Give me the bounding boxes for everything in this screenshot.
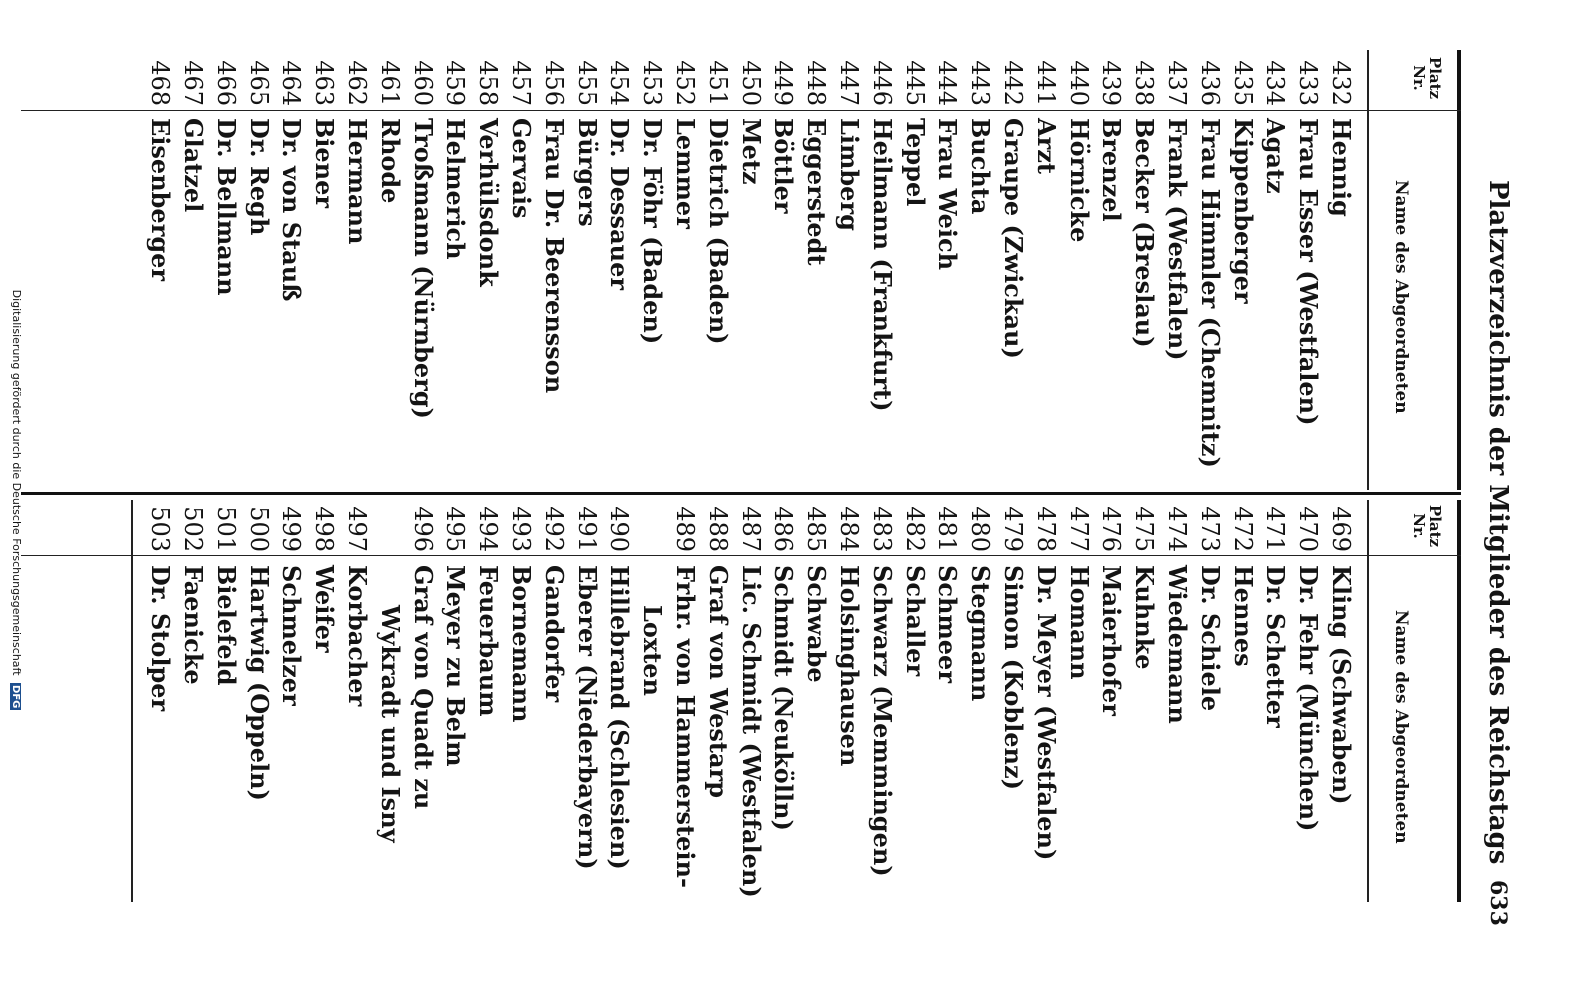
right-seat-number: 488 (703, 506, 732, 552)
left-seat-number: 459 (441, 60, 470, 106)
right-member-name: Gandorfer (539, 565, 569, 703)
left-member-name: Limberg (835, 118, 865, 231)
right-member-name: Schwabe (802, 565, 832, 683)
right-member-name: Feuerbaum (474, 565, 504, 717)
left-member-name: Dr. Regh (244, 118, 274, 236)
left-member-name: Frank (Westfalen) (1163, 118, 1193, 361)
left-seat-number: 466 (211, 60, 240, 106)
left-member-name: Becker (Breslau) (1130, 118, 1160, 348)
right-seat-number: 501 (211, 506, 240, 552)
right-seat-number: 495 (441, 506, 470, 552)
right-member-name: Dr. Stolper (146, 565, 176, 712)
left-seat-number: 434 (1261, 60, 1290, 106)
left-member-name: Hörnicke (1064, 118, 1094, 243)
right-seat-number: 503 (146, 506, 175, 552)
right-seat-number: 492 (539, 506, 568, 552)
left-seat-number: 439 (1097, 60, 1126, 106)
footer-credit-text: Digitalisierung gefördert durch die Deutsche Forschungsgemeinschaft (10, 289, 23, 676)
left-member-name: Hermann (343, 118, 373, 245)
left-seat-number: 446 (867, 60, 896, 106)
right-seat-number: 480 (966, 506, 995, 552)
left-member-name: Kippenberger (1228, 118, 1258, 304)
right-seat-number: 494 (474, 506, 503, 552)
left-seat-number: 443 (966, 60, 995, 106)
left-member-name: Frau Weich (933, 118, 963, 271)
right-seat-number: 481 (933, 506, 962, 552)
right-seat-number: 474 (1163, 506, 1192, 552)
left-seat-number: 436 (1195, 60, 1224, 106)
left-seat-number: 437 (1163, 60, 1192, 106)
left-member-name: Dietrich (Baden) (703, 118, 733, 345)
left-member-name: Graupe (Zwickau) (999, 118, 1029, 359)
right-member-name: Dr. Schetter (1261, 565, 1291, 728)
right-seat-number: 490 (605, 506, 634, 552)
right-member-name: Schaller (900, 565, 930, 677)
col-divider-left (21, 110, 1461, 111)
right-member-name: Graf von Westarp (703, 565, 733, 798)
left-member-name: Böttler (769, 118, 799, 214)
left-member-name: Dr. Bellmann (211, 118, 241, 296)
right-seat-number: 479 (999, 506, 1028, 552)
right-seat-number: 498 (310, 506, 339, 552)
right-seat-number: 483 (867, 506, 896, 552)
left-number-column (144, 50, 1357, 106)
left-member-name: Lemmer (671, 118, 701, 229)
left-member-name: Dr. Föhr (Baden) (638, 118, 668, 345)
header-right-num: Platz Nr. (1410, 504, 1444, 548)
right-seat-number: 493 (507, 506, 536, 552)
right-member-name: Bornemann (507, 565, 537, 723)
right-seat-number: 499 (277, 506, 306, 552)
right-seat-number: 485 (802, 506, 831, 552)
left-member-name: Glatzel (179, 118, 209, 213)
right-seat-number: 473 (1195, 506, 1224, 552)
right-seat-number: 477 (1064, 506, 1093, 552)
left-seat-number: 454 (605, 60, 634, 106)
right-seat-number: 478 (1031, 506, 1060, 552)
left-seat-number: 467 (179, 60, 208, 106)
left-member-name: Brenzel (1097, 118, 1127, 222)
right-member-name: Graf von Quadt zu (408, 565, 438, 810)
left-seat-number: 452 (671, 60, 700, 106)
left-seat-number: 435 (1228, 60, 1257, 106)
header-underline-right (1367, 500, 1369, 902)
left-seat-number: 444 (933, 60, 962, 106)
right-member-name: Homann (1064, 565, 1094, 680)
right-seat-number: 476 (1097, 506, 1126, 552)
left-seat-number: 448 (802, 60, 831, 106)
right-number-column (144, 496, 1357, 552)
right-member-name: Weifer (310, 565, 340, 653)
left-seat-number: 464 (277, 60, 306, 106)
right-seat-number (635, 496, 668, 552)
right-seat-number: 487 (736, 506, 765, 552)
right-member-name: Simon (Koblenz) (999, 565, 1029, 790)
header-left-name: Name des Abgeordneten (1391, 180, 1411, 414)
left-seat-number: 432 (1327, 60, 1355, 106)
right-member-name: Wiedemann (1163, 565, 1193, 724)
right-member-name: Schmeer (933, 565, 963, 683)
middle-divider (21, 492, 1461, 495)
right-member-name: Dr. Fehr (München) (1294, 565, 1324, 832)
left-seat-number: 445 (900, 60, 929, 106)
left-seat-number: 440 (1064, 60, 1093, 106)
left-seat-number: 453 (638, 60, 667, 106)
right-member-name: Hennes (1228, 565, 1258, 667)
bottom-rule-right (131, 500, 133, 902)
right-seat-number: 470 (1294, 506, 1323, 552)
left-seat-number: 461 (375, 60, 404, 106)
right-seat-number: 500 (244, 506, 273, 552)
left-member-name: Bürgers (572, 118, 602, 227)
left-name-column (144, 118, 1357, 468)
left-seat-number: 455 (572, 60, 601, 106)
right-member-name: Kling (Schwaben) (1327, 565, 1356, 805)
right-name-column (144, 565, 1357, 898)
left-seat-number: 447 (835, 60, 864, 106)
right-member-name: Maierhofer (1097, 565, 1127, 716)
right-member-name: Bielefeld (211, 565, 241, 686)
left-seat-number: 451 (703, 60, 732, 106)
right-member-name: Holsinghausen (835, 565, 865, 767)
right-seat-number: 491 (572, 506, 601, 552)
right-member-name: Meyer zu Belm (441, 565, 471, 767)
left-seat-number: 458 (474, 60, 503, 106)
right-member-name: Eberer (Niederbayern) (572, 565, 602, 870)
right-seat-number: 502 (179, 506, 208, 552)
right-seat-number: 471 (1261, 506, 1290, 552)
page-number: 633 (1485, 880, 1511, 926)
right-seat-number: 497 (343, 506, 372, 552)
left-member-name: Helmerich (441, 118, 471, 260)
left-member-name: Teppel (900, 118, 930, 207)
header-underline-left (1367, 50, 1369, 490)
right-member-name: Wykradt und Isny (375, 605, 405, 843)
right-member-name: Faenicke (179, 565, 209, 685)
right-seat-number (373, 496, 406, 552)
right-member-name: Dr. Schiele (1195, 565, 1225, 712)
left-seat-number: 468 (146, 60, 175, 106)
left-member-name: Frau Himmler (Chemnitz) (1195, 118, 1225, 468)
right-seat-number: 469 (1327, 506, 1355, 552)
right-seat-number: 486 (769, 506, 798, 552)
left-seat-number: 449 (769, 60, 798, 106)
left-member-name: Agatz (1261, 118, 1291, 194)
left-seat-number: 442 (999, 60, 1028, 106)
left-member-name: Troßmann (Nürnberg) (408, 118, 438, 419)
left-seat-number: 433 (1294, 60, 1323, 106)
right-member-name: Lic. Schmidt (Westfalen) (736, 565, 766, 898)
right-seat-number: 472 (1228, 506, 1257, 552)
left-member-name: Arzt (1031, 118, 1061, 174)
right-member-name: Kuhnke (1130, 565, 1160, 670)
left-member-name: Eisenberger (146, 118, 176, 282)
left-member-name: Hennig (1327, 118, 1356, 217)
right-member-name: Schmelzer (277, 565, 307, 706)
left-member-name: Dr. Dessauer (605, 118, 635, 290)
left-seat-number: 457 (507, 60, 536, 106)
right-seat-number: 475 (1130, 506, 1159, 552)
left-member-name: Metz (736, 118, 766, 185)
right-member-name: Loxten (638, 605, 668, 696)
header-rule-right (1457, 500, 1461, 902)
right-member-name: Schwarz (Memmingen) (867, 565, 897, 877)
right-seat-number: 482 (900, 506, 929, 552)
left-seat-number: 463 (310, 60, 339, 106)
left-seat-number: 460 (408, 60, 437, 106)
left-seat-number: 456 (539, 60, 568, 106)
right-member-name: Stegmann (966, 565, 996, 702)
left-seat-number: 438 (1130, 60, 1159, 106)
right-seat-number: 484 (835, 506, 864, 552)
right-seat-number: 489 (671, 506, 700, 552)
right-member-name: Hartwig (Oppeln) (244, 565, 274, 801)
left-member-name: Heilmann (Frankfurt) (867, 118, 897, 412)
right-member-name: Korbacher (343, 565, 373, 707)
left-member-name: Buchta (966, 118, 996, 215)
left-member-name: Rhode (375, 118, 405, 204)
left-member-name: Dr. von Stauß (277, 118, 307, 302)
left-member-name: Verhülsdonk (474, 118, 504, 287)
left-member-name: Eggerstedt (802, 118, 832, 266)
footer-credit (10, 0, 23, 1000)
left-seat-number: 450 (736, 60, 765, 106)
left-member-name: Frau Esser (Westfalen) (1294, 118, 1324, 426)
col-divider-right (21, 555, 1461, 556)
header-rule-left (1457, 50, 1461, 490)
right-member-name: Frhr. von Hammerstein- (671, 565, 701, 888)
header-right-name: Name des Abgeordneten (1391, 610, 1411, 844)
left-seat-number: 462 (343, 60, 372, 106)
left-seat-number: 465 (244, 60, 273, 106)
left-seat-number: 441 (1031, 60, 1060, 106)
right-seat-number: 496 (408, 506, 437, 552)
left-member-name: Gervais (507, 118, 537, 219)
right-member-name: Schmidt (Neukölln) (769, 565, 799, 831)
header-left-num: Platz Nr. (1410, 56, 1444, 100)
left-member-name: Frau Dr. Beerensson (539, 118, 569, 394)
right-member-name: Hillebrand (Schlesien) (605, 565, 635, 870)
dfg-logo: DFG (10, 685, 21, 709)
page-title: Platzverzeichnis der Mitglieder des Reichstags (1483, 180, 1513, 865)
left-member-name: Biener (310, 118, 340, 209)
right-member-name: Dr. Meyer (Westfalen) (1031, 565, 1061, 861)
